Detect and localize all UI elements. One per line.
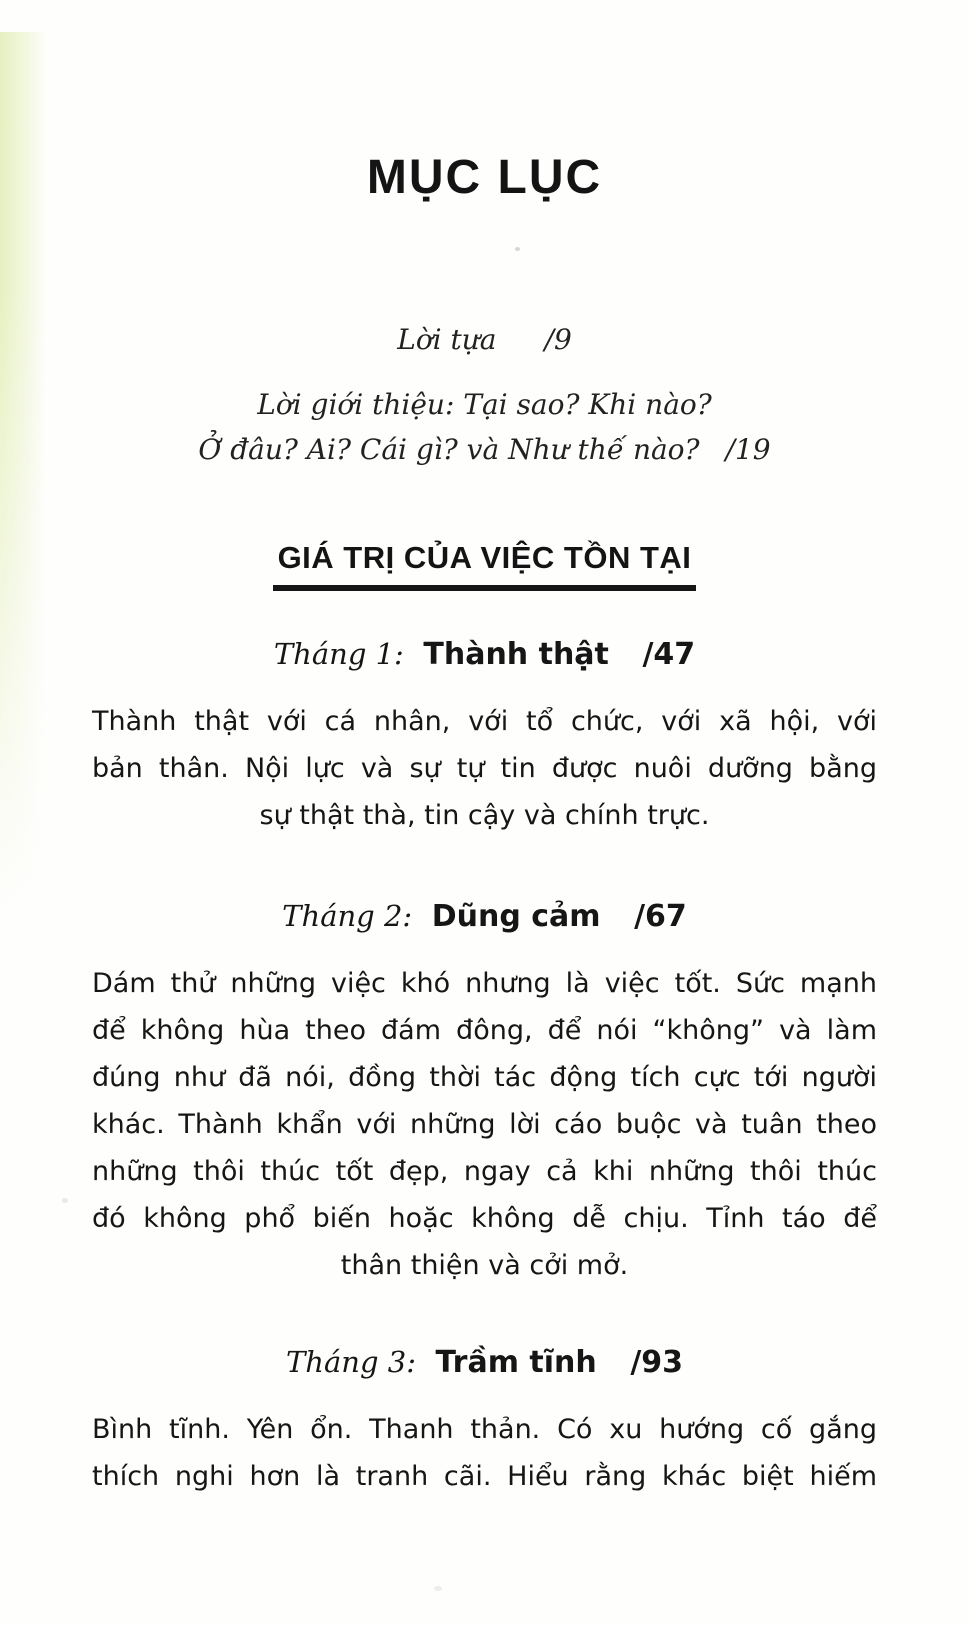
part-heading-row	[0, 540, 969, 591]
description-line: thân thiện và cởi mở.	[340, 1250, 629, 1282]
description-line: đó không phổ biến hoặc không dễ chịu. Tỉnh táo để	[92, 1203, 877, 1235]
toc-entry-month-2	[0, 899, 969, 934]
description-line: đúng như đã nói, đồng thời tác động tích cực tới người	[92, 1062, 877, 1094]
toc-entry-month-1	[0, 637, 969, 672]
preface-label: Lời tựa	[397, 323, 497, 357]
page-title: MỤC LỤC	[366, 151, 603, 205]
scan-artifact-dot	[434, 1586, 442, 1591]
description-line: Bình tĩnh. Yên ổn. Thanh thản. Có xu hướng cố gắng	[92, 1414, 877, 1446]
toc-entry-introduction-line1: Lời giới thiệu: Tại sao? Khi nào?	[257, 388, 712, 422]
month-1-page-number: /47	[642, 637, 696, 673]
month-3-label: Tháng 3:	[285, 1345, 416, 1380]
description-line: thích nghi hơn là tranh cãi. Hiểu rằng khác biệt hiếm	[92, 1461, 877, 1493]
description-line: khác. Thành khẩn với những lời cáo buộc và tuân theo	[92, 1109, 877, 1141]
toc-entry-month-3	[0, 1345, 969, 1380]
month-1-description	[92, 698, 877, 839]
front-matter-entries	[0, 317, 969, 472]
description-line: những thôi thúc tốt đẹp, ngay cả khi những thôi thúc	[92, 1156, 877, 1188]
month-1-value-name: Thành thật	[423, 637, 609, 673]
description-line: Thành thật với cá nhân, với tổ chức, với xã hội, với	[92, 706, 877, 738]
month-1-label: Tháng 1:	[273, 637, 404, 672]
month-2-label: Tháng 2:	[282, 899, 413, 934]
month-2-page-number: /67	[634, 899, 687, 935]
month-2-description	[92, 960, 877, 1289]
scan-artifact-dot	[515, 247, 520, 251]
part-heading: GIÁ TRỊ CỦA VIỆC TỒN TẠI	[273, 540, 697, 591]
description-line: sự thật thà, tin cậy và chính trực.	[259, 800, 710, 832]
description-line: Dám thử những việc khó nhưng là việc tốt. Sức mạnh	[92, 968, 877, 1000]
toc-entry-preface	[0, 317, 969, 362]
month-2-value-name: Dũng cảm	[431, 899, 601, 935]
description-line: bản thân. Nội lực và sự tự tin được nuôi dưỡng bằng	[92, 753, 877, 785]
month-3-value-name: Trầm tĩnh	[435, 1345, 597, 1381]
book-page	[0, 32, 969, 1625]
description-line: để không hùa theo đám đông, để nói “không” và làm	[92, 1015, 877, 1047]
month-3-page-number: /93	[630, 1345, 684, 1381]
introduction-page-number: /19	[725, 433, 771, 467]
scan-artifact-dot	[62, 1198, 68, 1203]
month-3-description	[92, 1406, 877, 1500]
preface-page-number: /9	[544, 323, 572, 357]
introduction-text: Ở đâu? Ai? Cái gì? và Như thế nào?	[198, 433, 700, 467]
toc-entry-introduction-line2	[0, 427, 969, 472]
